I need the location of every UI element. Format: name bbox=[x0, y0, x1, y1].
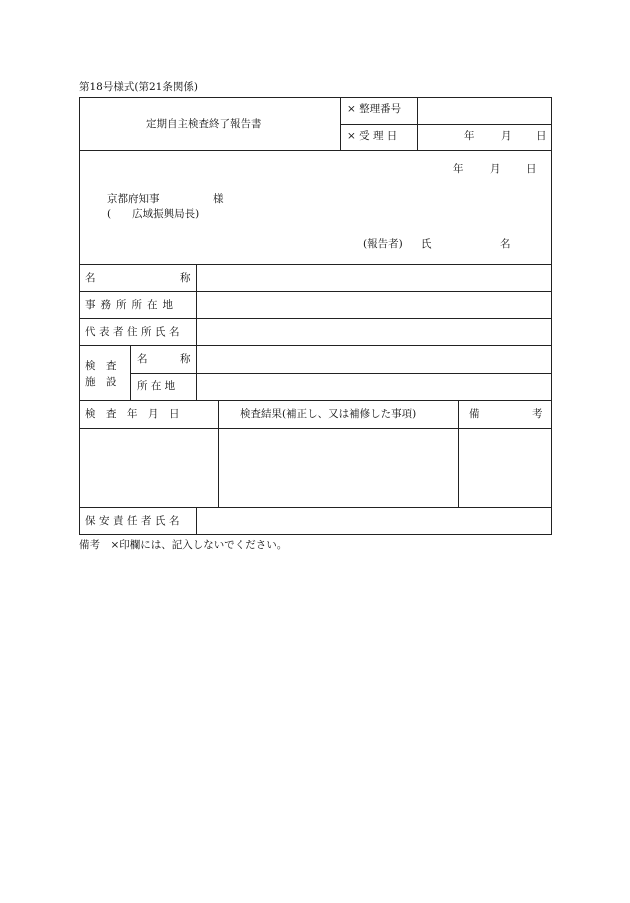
inspection-result-header: 検査結果(補正し、又は補修した事項) bbox=[240, 408, 417, 420]
report-date-day: 日 bbox=[526, 163, 537, 175]
juri-date-label: × 受 理 日 bbox=[347, 130, 398, 142]
security-officer-label: 保安責任者氏名 bbox=[85, 515, 183, 527]
form-number: 第18号様式(第21条関係) bbox=[79, 81, 198, 93]
office-location-label: 事務所所在地 bbox=[85, 299, 178, 311]
addressee-honorific: 様 bbox=[213, 193, 224, 205]
divider bbox=[79, 400, 552, 401]
addressee: 京都府知事 bbox=[107, 193, 160, 205]
facility-label-line2: 施 設 bbox=[85, 376, 117, 388]
inspection-result-field[interactable] bbox=[219, 429, 457, 506]
representative-field[interactable] bbox=[197, 319, 551, 344]
divider bbox=[340, 124, 552, 125]
reporter-surname-label: 氏 bbox=[421, 238, 432, 250]
reporter-label: (報告者) bbox=[363, 238, 403, 250]
divider bbox=[130, 345, 131, 400]
facility-name-label-right: 称 bbox=[180, 353, 191, 365]
remarks-field[interactable] bbox=[459, 429, 551, 506]
report-date-month: 月 bbox=[490, 163, 501, 175]
facility-location-label: 所 在 地 bbox=[137, 380, 176, 392]
facility-name-label-left: 名 bbox=[137, 353, 148, 365]
addressee-alt: ( 広域振興局長) bbox=[107, 208, 200, 220]
facility-label-line1: 検 査 bbox=[85, 360, 117, 372]
juri-date-day: 日 bbox=[536, 130, 547, 142]
facility-location-field[interactable] bbox=[197, 374, 551, 399]
inspection-date-field[interactable] bbox=[80, 429, 217, 506]
seiri-number-label: × 整理番号 bbox=[347, 103, 402, 115]
name-label-right: 称 bbox=[180, 272, 191, 284]
report-title: 定期自主検査終了報告書 bbox=[146, 118, 262, 130]
remarks-header-left: 備 bbox=[469, 408, 480, 420]
juri-date-month: 月 bbox=[501, 130, 512, 142]
seiri-number-field[interactable] bbox=[418, 98, 551, 124]
footnote: 備考 ×印欄には、記入しないでください。 bbox=[79, 539, 288, 551]
name-field[interactable] bbox=[197, 265, 551, 290]
security-officer-field[interactable] bbox=[197, 508, 551, 534]
divider bbox=[79, 150, 552, 151]
reporter-given-name-label: 名 bbox=[500, 238, 511, 250]
remarks-header-right: 考 bbox=[532, 408, 543, 420]
report-date-year: 年 bbox=[453, 163, 464, 175]
inspection-date-header: 検 査 年 月 日 bbox=[85, 408, 180, 420]
office-location-field[interactable] bbox=[197, 292, 551, 317]
facility-name-field[interactable] bbox=[197, 346, 551, 372]
juri-date-year: 年 bbox=[464, 130, 475, 142]
representative-label: 代表者住所氏名 bbox=[85, 326, 183, 338]
name-label-left: 名 bbox=[85, 272, 96, 284]
divider bbox=[340, 97, 341, 150]
